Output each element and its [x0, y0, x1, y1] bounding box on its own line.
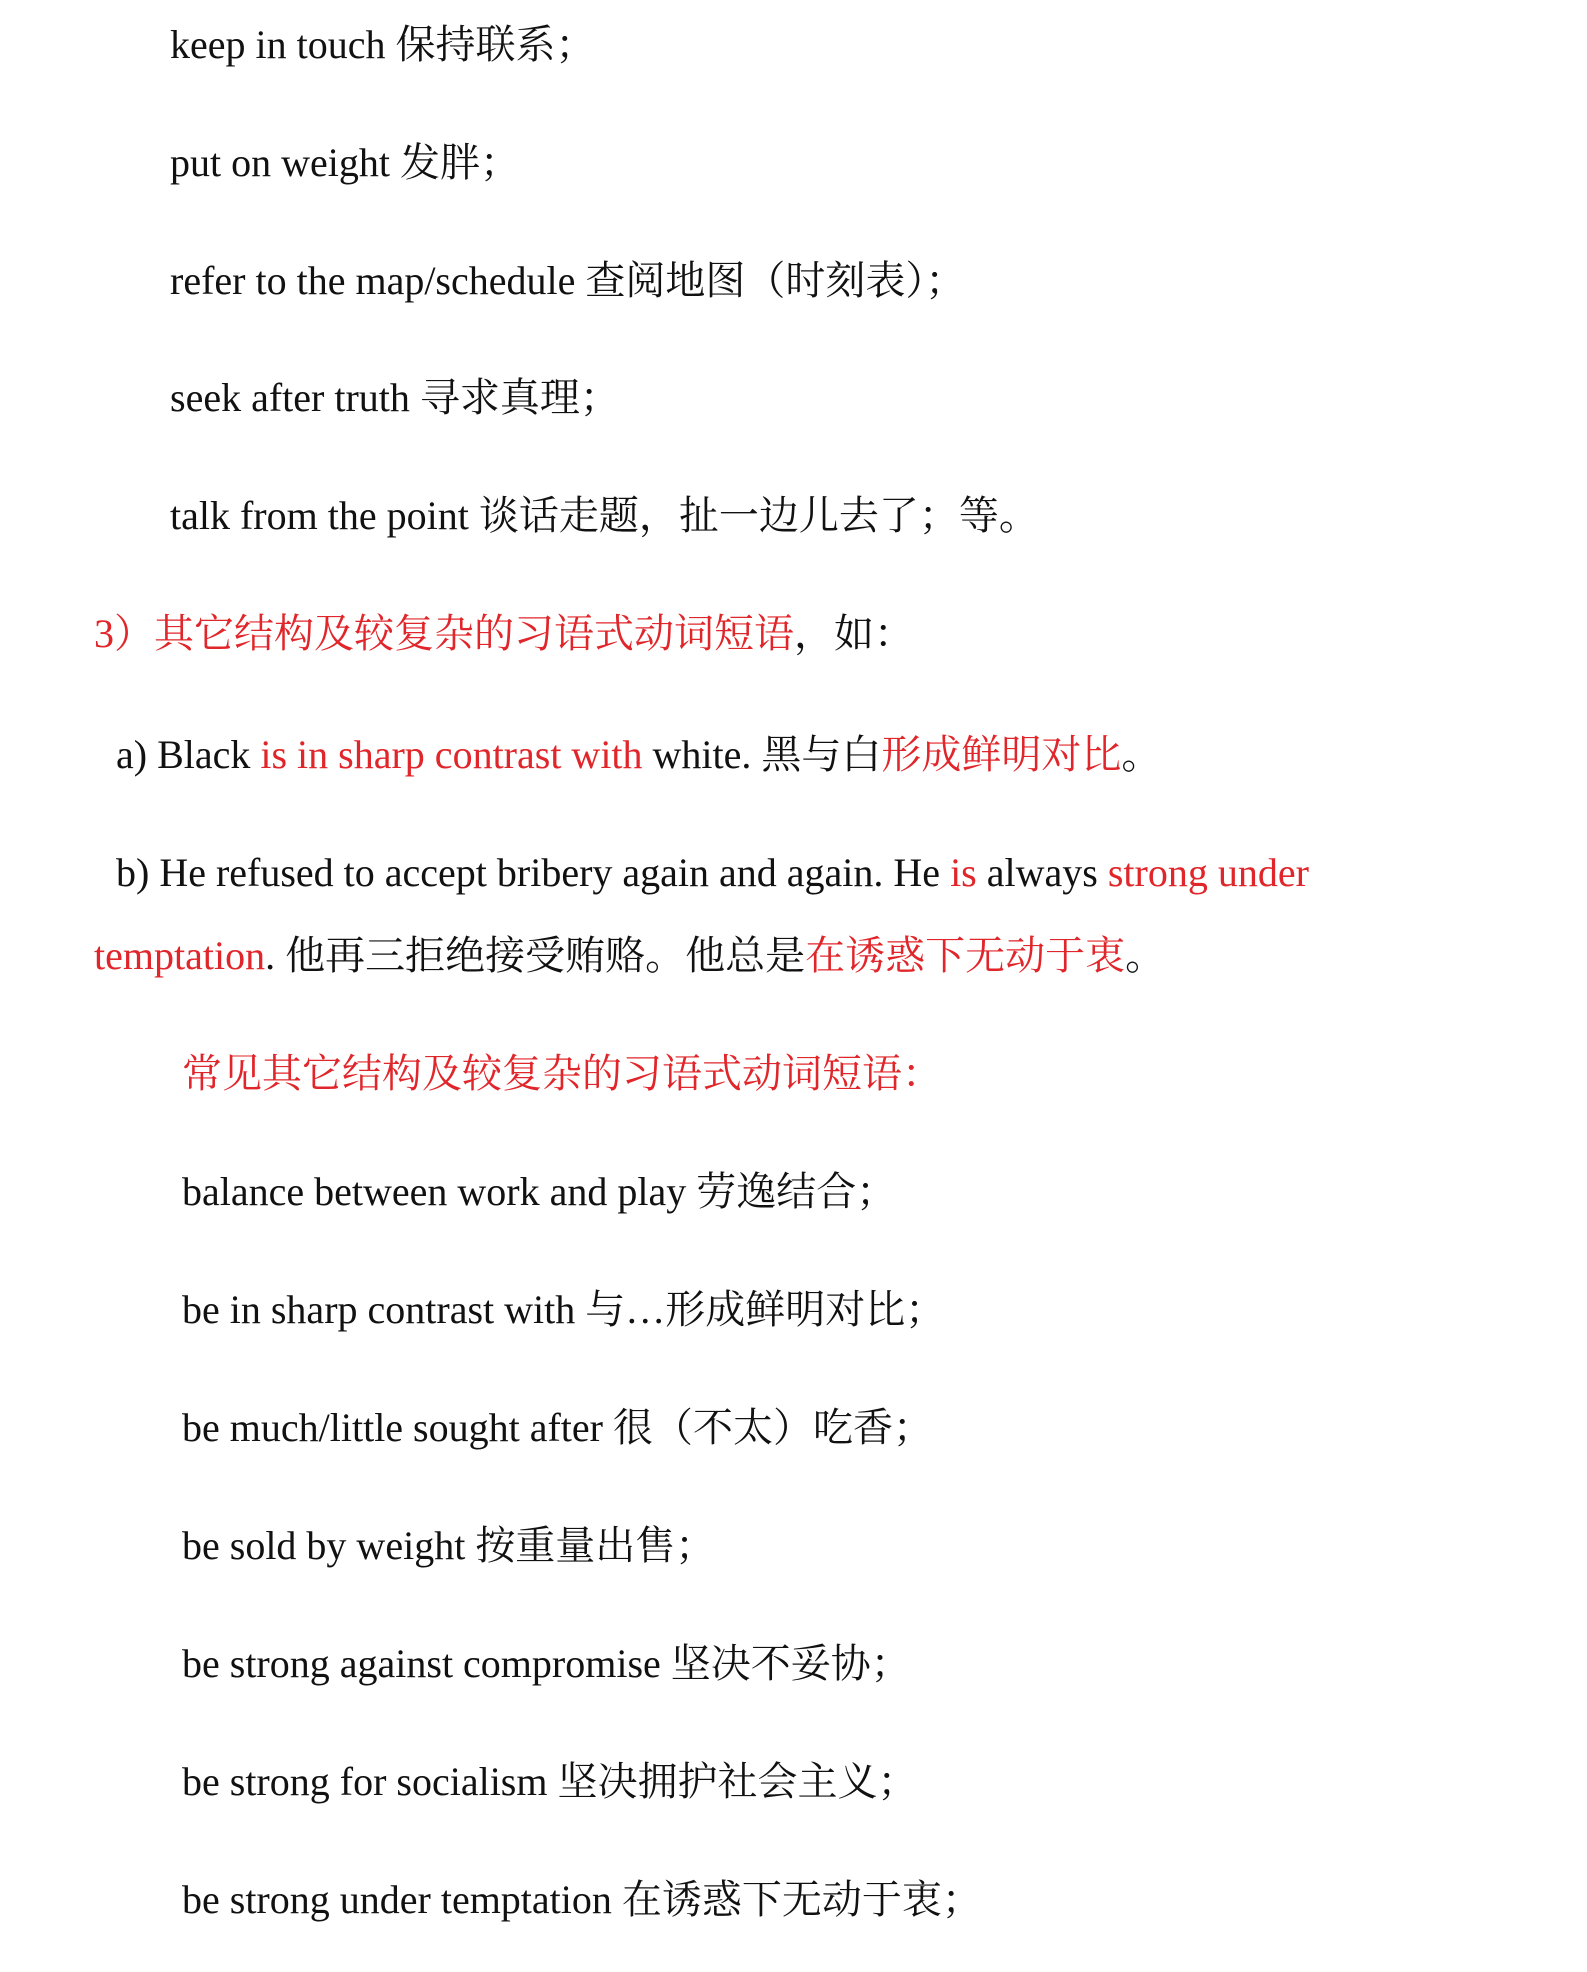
phrase-zh: 坚决不妥协； — [670, 1641, 911, 1686]
phrase-en: be much/little sought after — [182, 1405, 603, 1450]
phrase-zh: 坚决拥护社会主义； — [557, 1759, 918, 1804]
example-highlight: is in sharp contrast with — [260, 732, 643, 777]
phrase-en: seek after truth — [170, 375, 410, 420]
common-heading: 常见其它结构及较复杂的习语式动词短语： — [182, 1051, 942, 1096]
example-highlight: temptation — [94, 933, 266, 978]
phrase-zh: 寻求真理； — [419, 375, 620, 420]
phrase-en: balance between work and play — [182, 1169, 687, 1214]
section-heading-tail: ，如： — [794, 611, 914, 656]
example-highlight: 形成鲜明对比 — [881, 732, 1122, 777]
list-item — [182, 1758, 918, 1806]
example-text: b) He refused to accept bribery again and again. He — [116, 850, 951, 895]
phrase-en: refer to the map/schedule — [170, 258, 576, 303]
example-highlight: 在诱惑下无动于衷 — [805, 933, 1126, 978]
example-text: always — [976, 850, 1108, 895]
phrase-en: keep in touch — [170, 22, 386, 67]
phrase-en: be strong against compromise — [182, 1641, 661, 1686]
phrase-zh: 与…形成鲜明对比； — [585, 1287, 946, 1332]
phrase-zh: 谈话走题，扯一边儿去了；等。 — [478, 493, 1039, 538]
phrase-zh: 很（不太）吃香； — [613, 1405, 933, 1450]
list-item — [170, 257, 965, 305]
example-text: 。 — [1121, 732, 1162, 777]
example-b-line-1 — [116, 849, 1309, 897]
section-heading — [94, 610, 914, 658]
phrase-zh: 劳逸结合； — [696, 1169, 897, 1214]
list-item — [170, 492, 1039, 540]
phrase-zh: 查阅地图（时刻表）； — [585, 258, 966, 303]
list-item — [182, 1404, 933, 1452]
phrase-zh: 按重量出售； — [475, 1523, 716, 1568]
phrase-en: be strong under temptation — [182, 1877, 612, 1922]
list-item — [182, 1522, 715, 1570]
list-item — [170, 374, 620, 422]
list-item — [170, 21, 596, 69]
example-text: . 他再三拒绝接受贿赂。他总是 — [265, 933, 806, 978]
list-item — [182, 1640, 911, 1688]
example-a — [116, 731, 1161, 779]
phrase-zh: 在诱惑下无动于衷； — [621, 1877, 982, 1922]
example-text: 。 — [1125, 933, 1166, 978]
example-highlight: strong under — [1107, 850, 1309, 895]
section-heading-text: 3）其它结构及较复杂的习语式动词短语 — [94, 611, 794, 656]
phrase-en: be strong for socialism — [182, 1759, 548, 1804]
list-item — [182, 1168, 896, 1216]
example-text: white. 黑与白 — [642, 732, 882, 777]
phrase-en: talk from the point — [170, 493, 469, 538]
example-highlight: is — [950, 850, 977, 895]
phrase-zh: 发胖； — [399, 140, 520, 185]
phrase-en: be sold by weight — [182, 1523, 466, 1568]
list-item — [170, 139, 520, 187]
example-b-line-2 — [94, 932, 1165, 980]
example-text: a) Black — [116, 732, 261, 777]
list-item — [182, 1286, 945, 1334]
list-item — [182, 1876, 982, 1924]
phrase-en: put on weight — [170, 140, 390, 185]
phrase-zh: 保持联系； — [395, 22, 596, 67]
phrase-en: be in sharp contrast with — [182, 1287, 576, 1332]
